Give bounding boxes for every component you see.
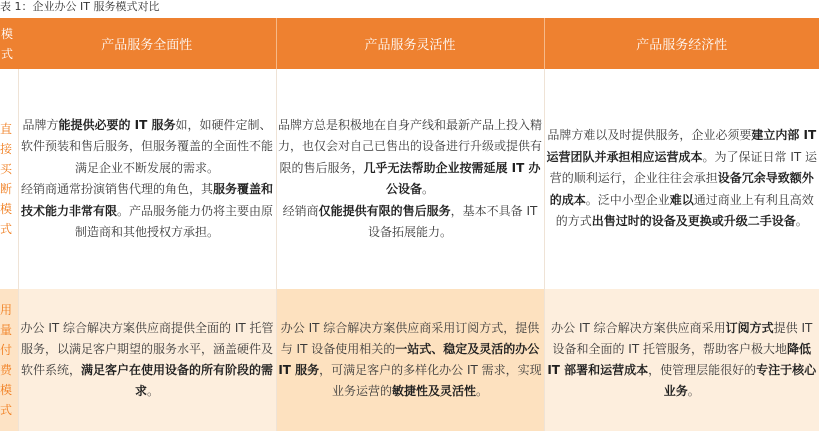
table-cell [18,69,276,289]
emphasis-text: 建立内部 IT 运营团队并承担相应运营成本 [546,128,817,164]
body-text: 。产品服务能力仍将主要由原制造商和其他授权方承担。 [74,203,274,239]
table-row [0,289,819,431]
body-text: 通过商业上有利且高效的方式 [555,192,814,229]
body-text: 提供 IT 设备和全面的 IT 托管服务，帮助客户极大地 [552,321,813,356]
emphasis-text: 订阅方式 [725,321,774,335]
body-text: 办公 IT 综合解决方案供应商采用 [551,321,726,335]
body-text: 。 [795,214,808,229]
body-text: 。 [687,384,700,398]
emphasis-text: 设备冗余导致额外的成本 [549,171,814,207]
body-text: 。为了保证日常 IT 运营的顺利运行，企业往往会承担 [549,149,817,186]
cell-paragraph [277,201,544,244]
body-text: 。 [476,384,489,398]
body-text: 经销商 [282,203,319,218]
table-row [0,69,819,289]
emphasis-text: 仅能提供有限的售后服务 [318,203,451,218]
header-mode-label [0,18,18,69]
column-header-economy: 产品服务经济性 [544,18,819,69]
emphasis-text: 能提供必要的 IT 服务 [58,117,176,132]
body-text: 办公 IT 综合解决方案供应商采用订阅方式，提供与 IT 设备使用相关的 [280,321,540,356]
table-header-row [0,18,819,69]
cell-paragraph [19,179,276,244]
row-label-pay-per-use: 用量付费模式 [0,289,18,431]
emphasis-text: 难以 [669,192,694,207]
emphasis-text: 几乎无法帮助企业按需延展 IT 办公设备 [363,160,541,196]
row-label-direct-buyout: 直接买断模式 [0,69,18,289]
table-cell [544,289,819,431]
emphasis-text: 出售过时的设备及更换或升级二手设备 [591,214,796,229]
body-text: 办公 IT 综合解决方案供应商提供全面的 IT 托管服务，以满足客户期望的服务水平，涵盖硬件及软件系统， [20,321,274,377]
header-mode-text: 模式 [1,26,14,61]
column-header-comprehensiveness: 产品服务全面性 [18,18,276,69]
column-header-flexibility: 产品服务灵活性 [276,18,544,69]
body-text: 经销商通常扮演销售代理的角色，其 [20,182,213,196]
body-text: 如，如硬件定制、软件预装和售后服务，但服务覆盖的全面性不能满足企业不断发展的需求。 [20,117,273,175]
body-text: 品牌方 [22,117,59,132]
body-text: ，基本不具备 IT 设备拓展能力。 [367,203,538,239]
body-text: 。 [147,384,160,398]
body-text: ，可满足客户的多样化办公 IT 需求，实现业务运营的 [319,363,542,398]
cell-paragraph [545,318,819,402]
cell-paragraph [277,115,544,201]
emphasis-text: 一站式、稳定及灵活的办公 IT 服务 [278,342,540,377]
body-text: 品牌方难以及时提供服务，企业必须要 [547,128,752,143]
table-cell [276,69,544,289]
table-cell [544,69,819,289]
body-text: 。 [422,182,435,196]
body-text: 品牌方总是积极地在自身产线和最新产品上投入精力，也仅会对自己已售出的设备进行升级或提供有限的售后服务， [277,117,542,175]
emphasis-text: 服务覆盖和技术能力非常有限 [20,182,274,218]
comparison-table [0,18,819,431]
body-text: 。泛中小型企业 [585,192,670,207]
table-cell [18,289,276,431]
table-caption: 表 1：企业办公 IT 服务模式对比 [0,0,160,13]
cell-paragraph [277,318,544,402]
emphasis-text: 敏捷性及灵活性 [391,384,476,398]
table-cell [276,289,544,431]
cell-paragraph [545,125,819,233]
cell-paragraph [19,318,276,402]
emphasis-text: 降低 IT 部署和运营成本 [547,342,811,377]
cell-paragraph [19,115,276,180]
emphasis-text: 专注于核心业务 [663,363,817,398]
body-text: ，使管理层能很好的 [648,363,757,377]
emphasis-text: 满足客户在使用设备的所有阶段的需求 [81,363,274,398]
